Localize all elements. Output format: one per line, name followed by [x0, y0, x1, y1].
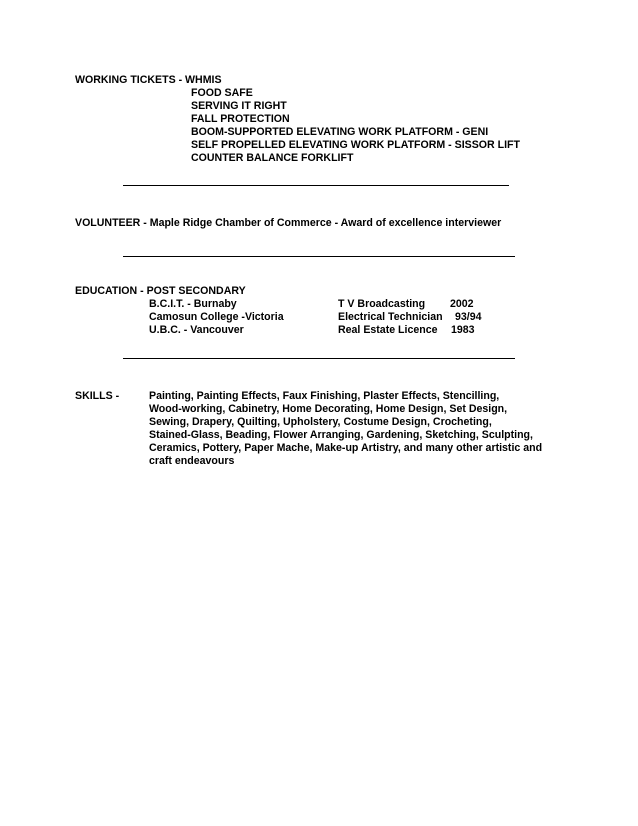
credential-year: 1983 [451, 324, 475, 336]
school-name: U.B.C. - Vancouver [149, 324, 244, 336]
section-divider [123, 185, 509, 186]
volunteer-line: VOLUNTEER - Maple Ridge Chamber of Commerce - Award of excellence interviewer [75, 217, 502, 229]
ticket-item: BOOM-SUPPORTED ELEVATING WORK PLATFORM - GENI [191, 126, 489, 138]
school-name: Camosun College -Victoria [149, 311, 284, 323]
section-divider [123, 256, 515, 257]
credential-name: T V Broadcasting [338, 298, 426, 310]
ticket-item: SERVING IT RIGHT [191, 100, 287, 112]
section-divider [123, 358, 515, 359]
skills-line: Stained-Glass, Beading, Flower Arranging, Gardening, Sketching, Sculpting, [149, 429, 533, 441]
skills-line: craft endeavours [149, 455, 235, 467]
ticket-item: COUNTER BALANCE FORKLIFT [191, 152, 354, 164]
skills-line: Sewing, Drapery, Quilting, Upholstery, Costume Design, Crocheting, [149, 416, 492, 428]
skills-line: Wood-working, Cabinetry, Home Decorating, Home Design, Set Design, [149, 403, 508, 415]
school-name: B.C.I.T. - Burnaby [149, 298, 237, 310]
ticket-item: FOOD SAFE [191, 87, 253, 99]
credential-year: 2002 [450, 298, 474, 310]
skills-label: SKILLS - [75, 390, 120, 402]
ticket-item: FALL PROTECTION [191, 113, 290, 125]
credential-name: Real Estate Licence [338, 324, 438, 336]
credential-name: Electrical Technician [338, 311, 443, 323]
ticket-item: SELF PROPELLED ELEVATING WORK PLATFORM - SISSOR LIFT [191, 139, 520, 151]
education-heading: EDUCATION - POST SECONDARY [75, 285, 246, 297]
skills-line: Ceramics, Pottery, Paper Mache, Make-up Artistry, and many other artistic and [149, 442, 543, 454]
working-tickets-heading: WORKING TICKETS - WHMIS [75, 74, 222, 86]
skills-line: Painting, Painting Effects, Faux Finishing, Plaster Effects, Stencilling, [149, 390, 500, 402]
credential-year: 93/94 [455, 311, 482, 323]
